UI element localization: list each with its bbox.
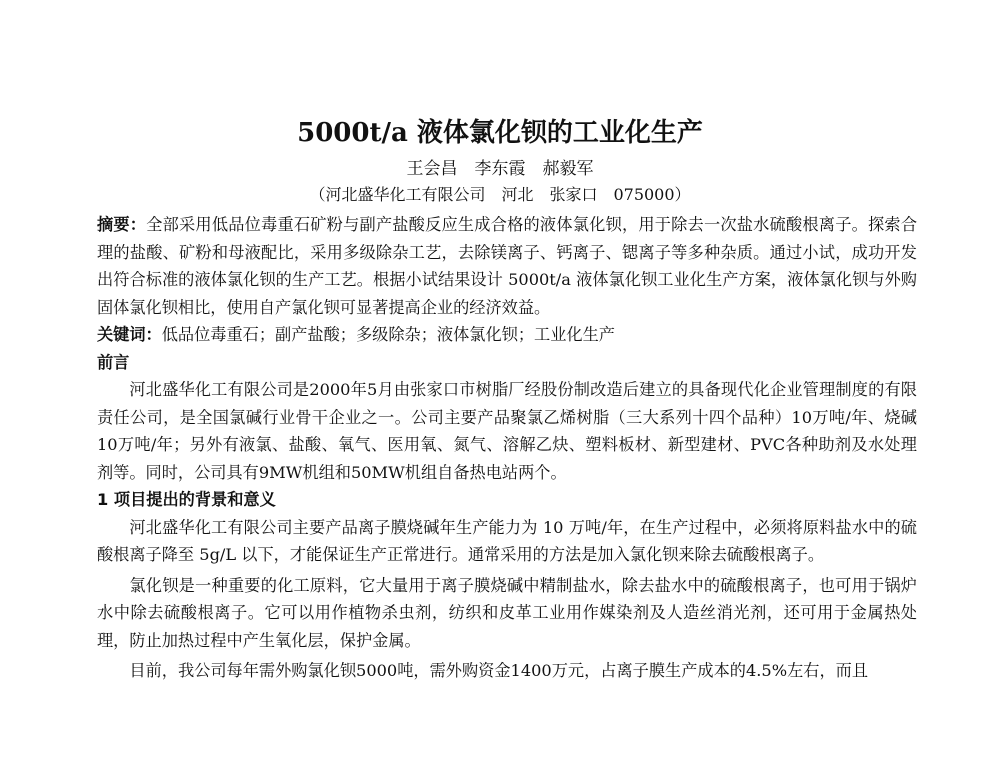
abstract-text: 全部采用低品位毒重石矿粉与副产盐酸反应生成合格的液体氯化钡，用于除去一次盐水硫酸根离子。探索合理的盐酸、矿粉和母液配比，采用多级除杂工艺，去除镁离子、钙离子、锶离子等多种杂质。通过小试，成功开发出符合标准的液体氯化钡的生产工艺。根据小试结果设计 5000t/a 液体氯化钡工业化生产方案，液体氯化钡与外购固体氯化钡相比，使用自产氯化钡可显著提高企业的经济效益。 bbox=[97, 215, 918, 317]
affiliation: （河北盛华化工有限公司 河北 张家口 075000） bbox=[309, 185, 691, 204]
preface-paragraph: 河北盛华化工有限公司是2000年5月由张家口市树脂厂经股份制改造后建立的具备现代化企业管理制度的有限责任公司，是全国氯碱行业骨干企业之一。公司主要产品聚氯乙烯树脂（三大系列十四个品种）10万吨/年、烧碱10万吨/年；另外有液氯、盐酸、氧气、医用氧、氮气、溶解乙炔、塑料板材、新型建材、PVC各种助剂及水处理剂等。同时，公司具有9MW机组和50MW机组自备热电站两个。 bbox=[97, 380, 917, 482]
abstract-label: 摘要： bbox=[97, 215, 147, 234]
author-list: 王会昌 李东霞 郝毅军 bbox=[406, 159, 594, 179]
section-1-paragraph-2: 氯化钡是一种重要的化工原料，它大量用于离子膜烧碱中精制盐水，除去盐水中的硫酸根离子，也可用于锅炉水中除去硫酸根离子。它可以用作植物杀虫剂，纺织和皮革工业用作媒染剂及人造丝消光剂，还可用于金属热处理，防止加热过程中产生氧化层，保护金属。 bbox=[97, 575, 917, 650]
paper-body bbox=[97, 211, 917, 685]
section-1-heading: 1 项目提出的背景和意义 bbox=[97, 490, 276, 509]
section-1-paragraph-3: 目前，我公司每年需外购氯化钡5000吨，需外购资金1400万元，占离子膜生产成本的4.5%左右，而且 bbox=[129, 661, 869, 680]
abstract bbox=[97, 211, 917, 321]
paper-title: 5000t/a 液体氯化钡的工业化生产 bbox=[297, 118, 703, 148]
keywords bbox=[97, 321, 917, 349]
section-1-paragraph-1: 河北盛华化工有限公司主要产品离子膜烧碱年生产能力为 10 万吨/年，在生产过程中，必须将原料盐水中的硫酸根离子降至 5g/L 以下，才能保证生产正常进行。通常采用的方法是加入氯化钡来除去硫酸根离子。 bbox=[97, 517, 917, 564]
keywords-label: 关键词： bbox=[97, 325, 162, 344]
keywords-text: 低品位毒重石；副产盐酸；多级除杂；液体氯化钡；工业化生产 bbox=[161, 325, 615, 344]
preface-heading: 前言 bbox=[97, 352, 130, 372]
